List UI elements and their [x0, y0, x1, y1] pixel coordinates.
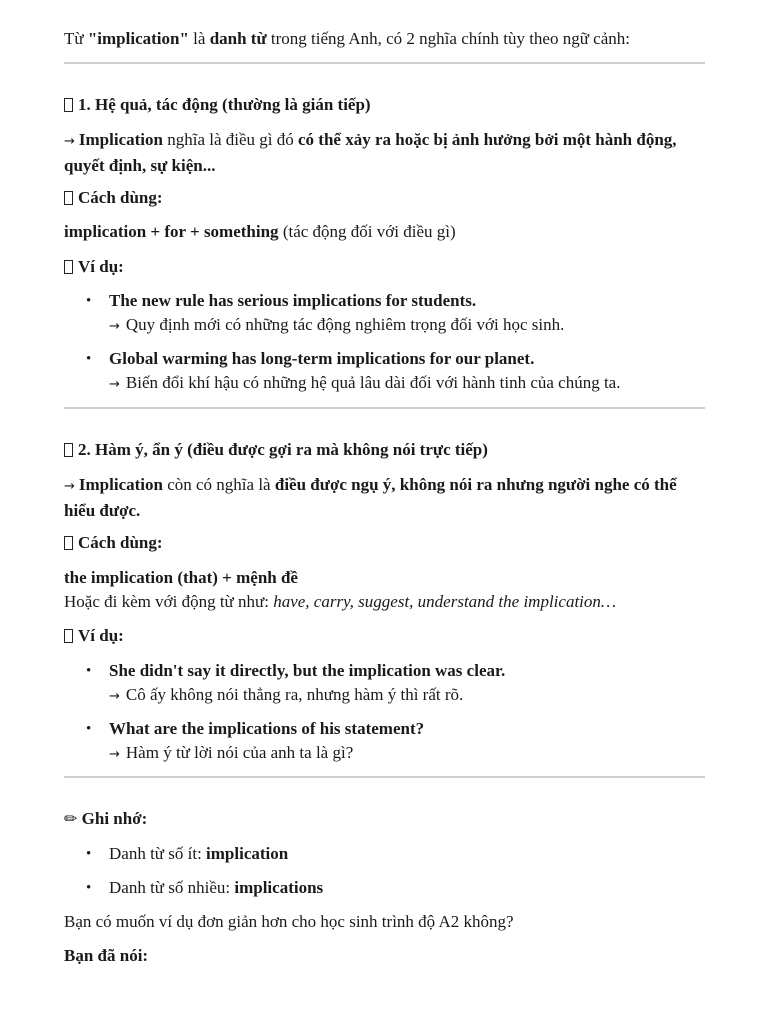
- usage-note: (tác động đối với điều gì): [278, 222, 456, 241]
- intro-term: "implication": [87, 29, 189, 48]
- arrow-icon: →: [109, 747, 120, 762]
- intro-text: Từ: [64, 29, 88, 48]
- section1-definition: [64, 128, 706, 178]
- list-item: [109, 842, 728, 866]
- you-said-label: [64, 944, 706, 968]
- bullet-icon: •: [86, 663, 92, 679]
- arrow-icon: →: [109, 319, 120, 334]
- usage-label: Cách dùng:: [78, 188, 163, 207]
- usage-pattern: implication + for + something: [64, 222, 279, 241]
- definition-text: còn có nghĩa là: [162, 475, 275, 494]
- notes-label: Ghi nhớ:: [81, 809, 148, 828]
- definition-text: nghĩa là điều gì đó: [162, 130, 298, 149]
- missing-glyph-icon: [64, 443, 73, 457]
- missing-glyph-icon: [64, 536, 73, 550]
- divider: [64, 776, 705, 778]
- arrow-icon: →: [109, 689, 120, 704]
- example-label: Ví dụ:: [78, 626, 124, 645]
- list-item: [109, 717, 728, 767]
- note-term: implication: [206, 844, 289, 863]
- usage-note: Hoặc đi kèm với động từ như:: [64, 592, 274, 611]
- list-item: [109, 347, 728, 397]
- notes-heading: [64, 807, 706, 831]
- definition-emphasis: có thể xảy ra hoặc bị ảnh hưởng bởi một hành động, quyết định, sự kiện...: [64, 130, 677, 175]
- example-english: What are the implications of his statement?: [109, 719, 425, 738]
- intro-text: là: [188, 29, 210, 48]
- divider: [64, 407, 705, 409]
- section2-pattern: [64, 566, 706, 614]
- example-english: She didn't say it directly, but the implication was clear.: [109, 661, 506, 680]
- bullet-icon: •: [86, 721, 92, 737]
- definition-emphasis: điều được ngụ ý, không nói ra nhưng người nghe có thể hiểu được.: [64, 475, 677, 520]
- section2-definition: [64, 473, 706, 523]
- bullet-icon: •: [86, 351, 92, 367]
- example-translation: Cô ấy không nói thẳng ra, nhưng hàm ý thì rất rõ.: [125, 685, 464, 704]
- intro-text: trong tiếng Anh, có 2 nghĩa chính tùy theo ngữ cảnh:: [266, 29, 630, 48]
- followup-question: Bạn có muốn ví dụ đơn giản hơn cho học sinh trình độ A2 không?: [64, 912, 514, 931]
- pencil-icon: ✏: [64, 809, 78, 828]
- divider: [64, 62, 705, 64]
- intro-noun: danh từ: [209, 29, 267, 48]
- example-english: The new rule has serious implications for students.: [109, 291, 477, 310]
- definition-term: Implication: [78, 475, 163, 494]
- usage-pattern: the implication (that) + mệnh đề: [64, 568, 298, 587]
- example-translation: Hàm ý từ lời nói của anh ta là gì?: [125, 743, 354, 762]
- bullet-icon: •: [86, 846, 92, 862]
- example-translation: Quy định mới có những tác động nghiêm trọng đối với học sinh.: [125, 315, 565, 334]
- section2-example-label: [64, 624, 706, 648]
- section2-heading: [64, 438, 706, 462]
- arrow-icon: →: [109, 377, 120, 392]
- section1-pattern: [64, 220, 706, 244]
- you-said-text: Bạn đã nói:: [64, 946, 149, 965]
- section1-heading: [64, 93, 706, 117]
- intro-paragraph: [64, 27, 706, 51]
- missing-glyph-icon: [64, 629, 73, 643]
- note-text: Danh từ số nhiều:: [109, 878, 235, 897]
- usage-verbs: have, carry, suggest, understand the implication…: [273, 592, 617, 611]
- section1-usage-label: [64, 186, 706, 210]
- definition-term: Implication: [78, 130, 163, 149]
- arrow-icon: →: [64, 134, 75, 149]
- section2-usage-label: [64, 531, 706, 555]
- missing-glyph-icon: [64, 260, 73, 274]
- example-label: Ví dụ:: [78, 257, 124, 276]
- missing-glyph-icon: [64, 191, 73, 205]
- bullet-icon: •: [86, 293, 92, 309]
- section1-example-label: [64, 255, 706, 279]
- list-item: [109, 876, 728, 900]
- list-item: [109, 659, 728, 709]
- usage-label: Cách dùng:: [78, 533, 163, 552]
- note-text: Danh từ số ít:: [109, 844, 207, 863]
- missing-glyph-icon: [64, 98, 73, 112]
- note-term: implications: [234, 878, 324, 897]
- bullet-icon: •: [86, 880, 92, 896]
- list-item: [109, 289, 728, 339]
- example-english: Global warming has long-term implications for our planet.: [109, 349, 535, 368]
- section2-heading-text: 2. Hàm ý, ẩn ý (điều được gợi ra mà không nói trực tiếp): [78, 440, 488, 459]
- section1-heading-text: 1. Hệ quả, tác động (thường là gián tiếp): [78, 95, 371, 114]
- example-translation: Biến đổi khí hậu có những hệ quả lâu dài đối với hành tinh của chúng ta.: [125, 373, 621, 392]
- arrow-icon: →: [64, 479, 75, 494]
